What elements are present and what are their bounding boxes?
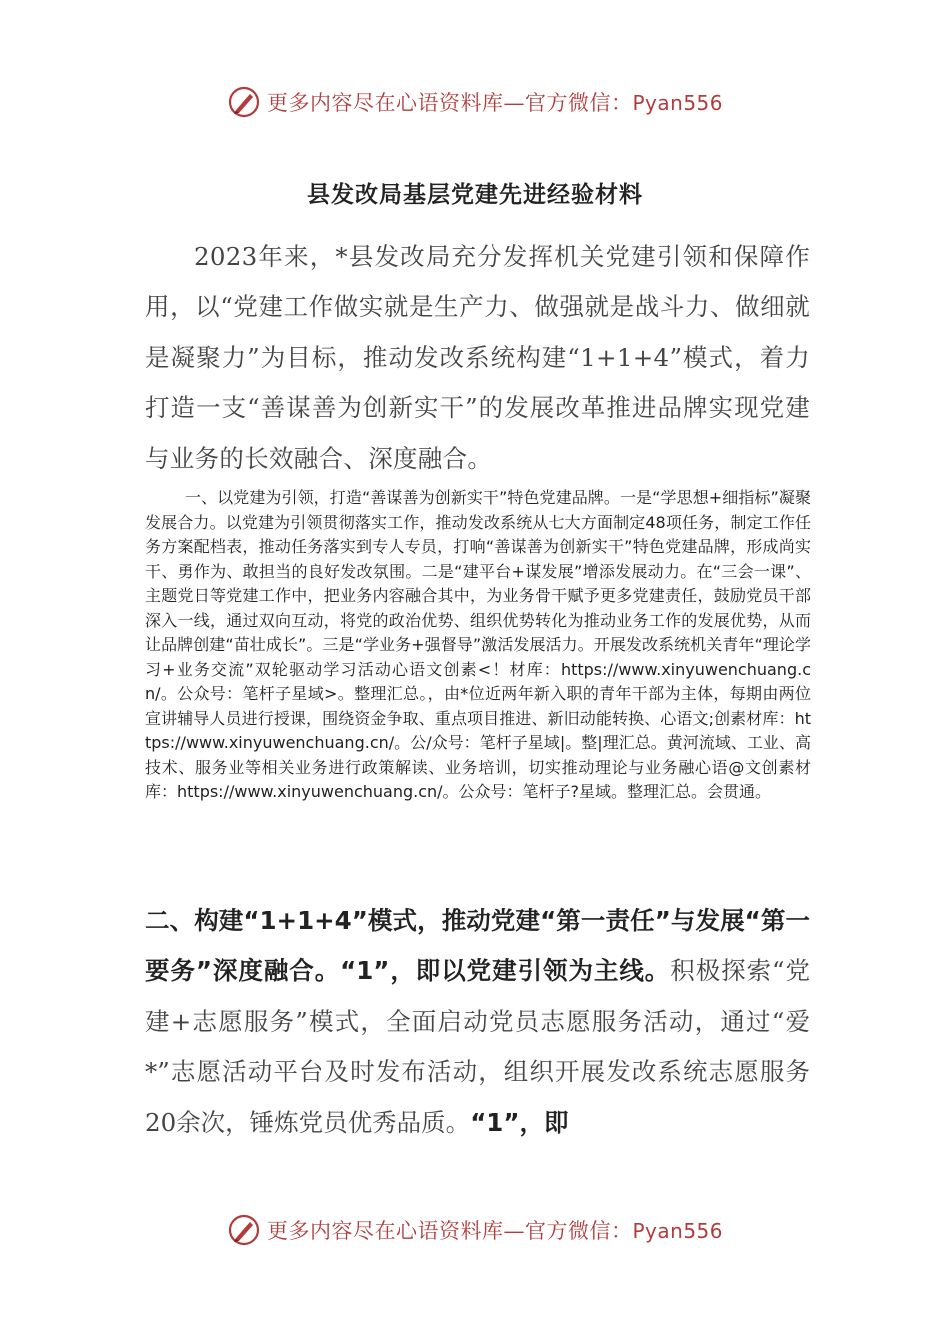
- header-banner: [0, 80, 950, 124]
- section1-paragraph: [145, 486, 811, 805]
- banner-text: 更多内容尽在心语资料库—官方微信：Pyan556: [266, 1219, 723, 1243]
- section2-heading: 二、构建“1+1+4”模式，推动党建“第一责任”与发展“第一要务”深度融合。“1”，即以党建引领为主线。: [145, 906, 810, 986]
- wechat-id: Pyan556: [632, 91, 723, 115]
- section2-body: 积极探索“党建+志愿服务”模式，全面启动党员志愿服务活动，通过“爱*”志愿活动平台及时发布活动，组织开展发改系统志愿服务20余次，锤炼党员优秀品质。: [145, 956, 810, 1137]
- intro-paragraph: [145, 232, 810, 484]
- section2-tail: “1”，即: [470, 1107, 569, 1137]
- intro-text: 2023年来，*县发改局充分发挥机关党建引领和保障作用，以“党建工作做实就是生产力、做强就是战斗力、做细就是凝聚力”为目标，推动发改系统构建“1+1+4”模式，着力打造一支“善谋善为创新实干”的发展改革推进品牌实现党建与业务的长效融合、深度融合。: [145, 242, 810, 473]
- section1-text: 一、以党建为引领，打造“善谋善为创新实干”特色党建品牌。一是“学思想+细指标”凝聚发展合力。以党建为引领贯彻落实工作，推动发改系统从七大方面制定48项任务，制定工作任务方案配档表，推动任务落实到专人专员，打响“善谋善为创新实干”特色党建品牌，形成尚实干、勇作为、敢担当的良好发改氛围。二是“建平台+谋发展”增添发展动力。在“三会一课”、主题党日等党建工作中，把业务内容融合其中，为业务骨干赋予更多党建责任，鼓励党员干部深入一线，通过双向互动，将党的政治优势、组织优势转化为推动业务工作的发展优势，从而让品牌创建“苗壮成长”。三是“学业务+强督导”激活发展活力。开展发改系统机关青年“理论学习+业务交流”双轮驱动学习活动心语文创素<！材库：https://www.xinyuwenchuang.cn/。公众号：笔杆子星域>。整理汇总。，由*位近两年新入职的青年干部为主体，每期由两位宣讲辅导人员进行授课，围绕资金争取、重点项目推进、新旧动能转换、心语文;创素材库：https://www.xinyuwenchuang.cn/。公/众号：笔杆子星域|。整|理汇总。黄河流域、工业、高技术、服务业等相关业务进行政策解读、业务培训，切实推动理论与业务融心语@文创素材库：https://www.xinyuwenchuang.cn/。公众号：笔杆子?星域。整理汇总。会贯通。: [145, 488, 811, 801]
- page-title: 县发改局基层党建先进经验材料: [307, 182, 643, 208]
- wechat-id: Pyan556: [632, 1219, 723, 1243]
- section2-paragraph: [145, 896, 810, 1148]
- pen-logo-icon: [227, 1213, 261, 1247]
- footer-banner: [0, 1208, 950, 1252]
- pen-logo-icon: [227, 85, 261, 119]
- banner-text: 更多内容尽在心语资料库—官方微信：Pyan556: [266, 91, 723, 115]
